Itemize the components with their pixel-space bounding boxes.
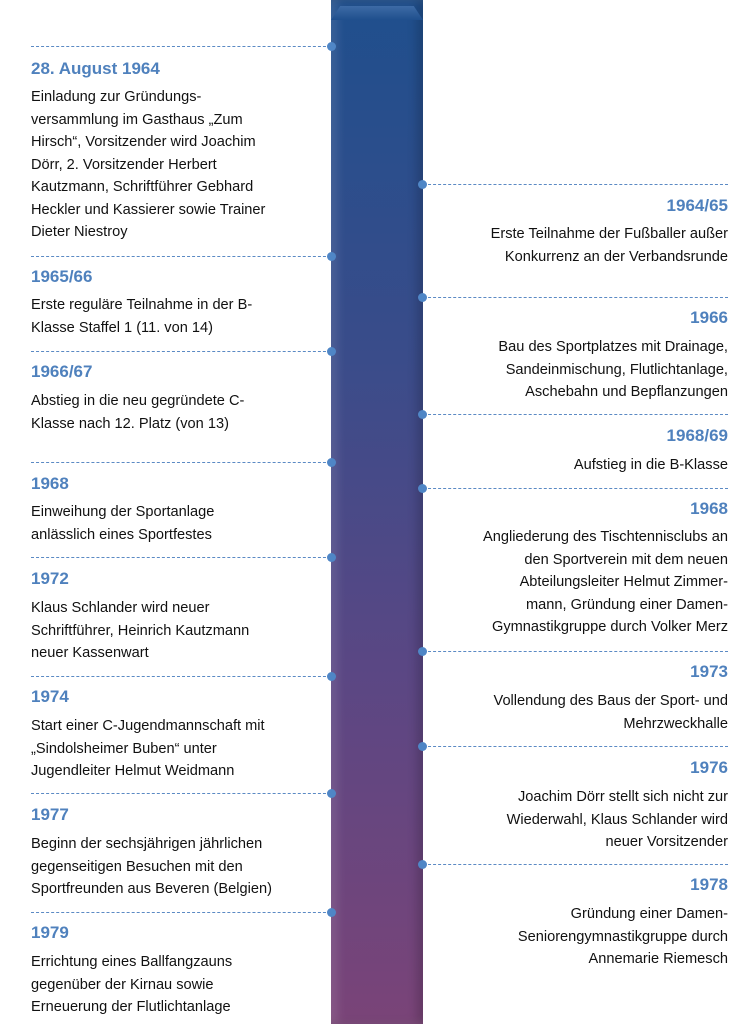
connector-dot [327,672,336,681]
event-description: Aufstieg in die B-Klasse [573,457,728,473]
event-year: 1966/67 [31,362,93,381]
connector-dot [327,908,336,917]
connector-dot [418,742,427,751]
event-description: Errichtung eines Ballfangzauns gegenüber der Kirnau sowie Erneuerung der Flutlichtanlage [31,954,233,1015]
connector-line [423,651,728,652]
event-year: 1972 [31,569,69,588]
event-description: Vollendung des Baus der Sport- und Mehrzweckhalle [493,693,728,732]
connector-line [31,793,331,794]
event-description: Erste reguläre Teilnahme in der B- Klasse Staffel 1 (11. von 14) [31,297,253,336]
event-year: 1965/66 [31,267,93,286]
event-year: 1976 [690,758,728,777]
connector-line [423,746,728,747]
connector-line [31,912,331,913]
event-year: 1978 [690,875,728,894]
event-description: Beginn der sechsjährigen jährlichen gegenseitigen Besuchen mit den Sportfreunden aus Beveren (Belgien) [31,836,272,897]
connector-dot [418,293,427,302]
connector-dot [418,647,427,656]
event-year: 1979 [31,923,69,942]
event-description: Einweihung der Sportanlage anlässlich eines Sportfestes [31,504,215,543]
event-year: 1968 [31,474,69,493]
event-year: 1973 [690,662,728,681]
event-year: 1964/65 [666,196,728,215]
connector-dot [418,180,427,189]
connector-line [31,462,331,463]
event-description: Einladung zur Gründungs- versammlung im Gasthaus „Zum Hirsch“, Vorsitzender wird Joachim Dörr, 2. Vorsitzender Herbert Kautzmann, Schriftführer Gebhard Heckler und Kassierer sowie Trainer Dieter Niestroy [31,89,266,240]
connector-line [423,864,728,865]
connector-line [423,414,728,415]
event-year: 28. August 1964 [31,59,160,78]
timeline-bar [331,0,423,1024]
event-year: 1966 [690,308,728,327]
connector-dot [327,458,336,467]
event-year: 1968/69 [666,426,728,445]
connector-line [31,46,331,47]
event-description: Gründung einer Damen- Seniorengymnastikgruppe durch Annemarie Riemesch [517,906,728,967]
event-year: 1974 [31,687,69,706]
connector-dot [327,42,336,51]
connector-dot [327,347,336,356]
connector-line [423,488,728,489]
event-description: Bau des Sportplatzes mit Drainage, Sandeinmischung, Flutlichtanlage, Aschebahn und Bepflanzungen [498,339,728,400]
connector-dot [327,789,336,798]
connector-dot [327,252,336,261]
connector-dot [418,860,427,869]
connector-line [31,676,331,677]
event-year: 1968 [690,499,728,518]
event-description: Klaus Schlander wird neuer Schriftführer, Heinrich Kautzmann neuer Kassenwart [31,600,250,661]
connector-line [423,297,728,298]
connector-dot [327,553,336,562]
event-description: Start einer C-Jugendmannschaft mit „Sindolsheimer Buben“ unter Jugendleiter Helmut Weidmann [31,718,265,779]
connector-line [31,256,331,257]
connector-dot [418,484,427,493]
event-description: Erste Teilnahme der Fußballer außer Konkurrenz an der Verbandsrunde [490,226,728,265]
event-description: Angliederung des Tischtennisclubs an den Sportverein mit dem neuen Abteilungsleiter Helmut Zimmer- mann, Gründung einer Damen- Gymnastikgruppe durch Volker Merz [482,529,728,635]
connector-line [31,351,331,352]
connector-line [31,557,331,558]
connector-dot [418,410,427,419]
event-description: Abstieg in die neu gegründete C- Klasse nach 12. Platz (von 13) [31,393,245,432]
event-year: 1977 [31,805,69,824]
connector-line [423,184,728,185]
event-description: Joachim Dörr stellt sich nicht zur Wiederwahl, Klaus Schlander wird neuer Vorsitzender [506,789,728,850]
